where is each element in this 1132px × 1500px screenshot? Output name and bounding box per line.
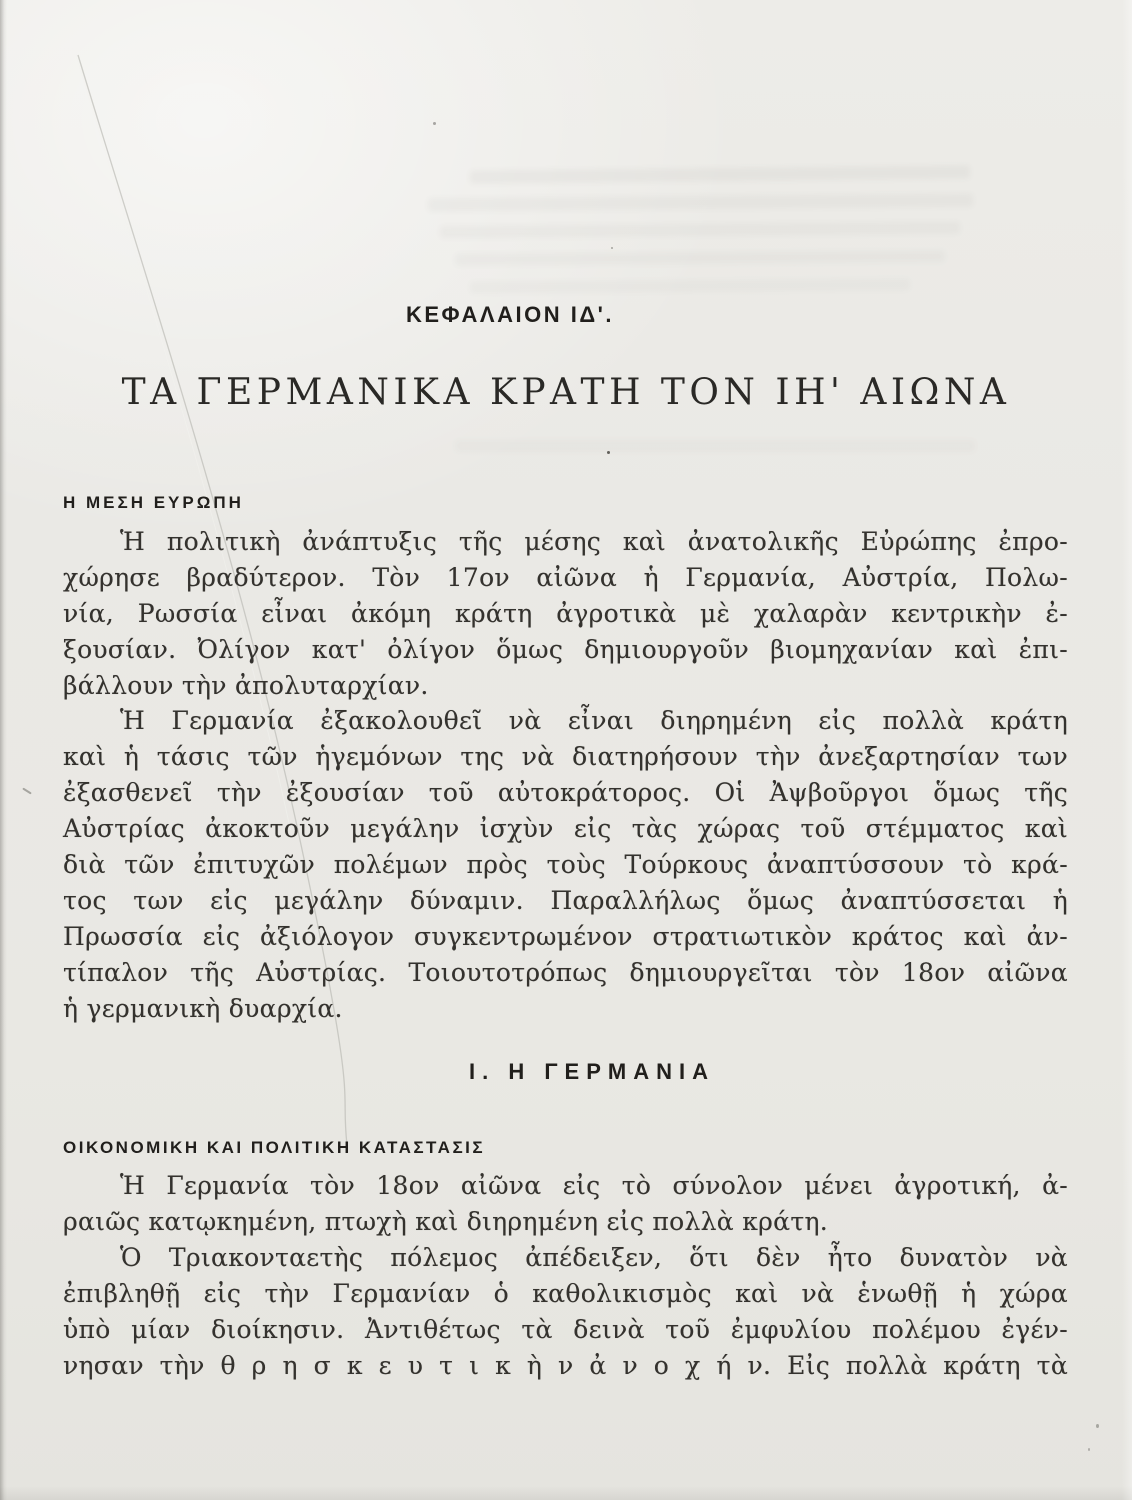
text-line: διὰ τῶν ἐπιτυχῶν πολέμων πρὸς τοὺς Τούρκους ἀναπτύσσουν τὸ κρά- xyxy=(63,850,1068,879)
text-line: ραιῶς κατῳκημένη, πτωχὴ καὶ διηρημένη εἰς πολλὰ κράτη. xyxy=(63,1207,828,1236)
section-heading-mese-europe: Η ΜΕΣΗ ΕΥΡΩΠΗ xyxy=(63,493,244,512)
separator-dot xyxy=(607,451,610,454)
paper-speck xyxy=(611,247,613,249)
text-line: νία, Ρωσσία εἶναι ἀκόμη κράτη ἀγροτικὰ μὲ χαλαρὰν κεντρικὴν ἐ- xyxy=(63,599,1068,628)
paper-speck xyxy=(1096,1424,1099,1428)
text-line: ὑπὸ μίαν διοίκησιν. Ἀντιθέτως τὰ δεινὰ τοῦ ἐμφυλίου πολέμου ἐγέν- xyxy=(63,1315,1068,1344)
bleedthrough-artifact xyxy=(455,440,975,452)
text-line: Αὐστρίας ἀκοκτοῦν μεγάλην ἰσχὺν εἰς τὰς χώρας τοῦ στέμματος καὶ xyxy=(63,814,1068,843)
text-line: ξουσίαν. Ὀλίγον κατ' ὀλίγον ὅμως δημιουργοῦν βιομηχανίαν καὶ ἐπι- xyxy=(63,635,1068,664)
page-title: ΤΑ ΓΕΡΜΑΝΙΚΑ ΚΡΑΤΗ ΤΟΝ ΙΗ' ΑΙΩΝΑ xyxy=(121,372,1011,413)
text-line: Ἡ Γερμανία τὸν 18ον αἰῶνα εἰς τὸ σύνολον μένει ἀγροτική, ἀ- xyxy=(120,1171,1068,1200)
chapter-heading: ΚΕΦΑΛΑΙΟΝ ΙΔ'. xyxy=(406,302,614,327)
text-line: Ὁ Τριακονταετὴς πόλεμος ἀπέδειξεν, ὅτι δὲν ἦτο δυνατὸν νὰ xyxy=(120,1243,1068,1272)
bleedthrough-artifact xyxy=(428,194,973,212)
bleedthrough-artifact xyxy=(440,222,960,239)
paragraph-mese-europe-1 xyxy=(63,524,1068,704)
paragraph-germania-1 xyxy=(63,1168,1068,1240)
text-line: τίπαλον τῆς Αὐστρίας. Τοιουτοτρόπως δημιουργεῖται τὸν 18ον αἰῶνα xyxy=(63,958,1068,987)
bleedthrough-artifact xyxy=(470,278,910,293)
text-line: νησαν τὴν θ ρ η σ κ ε υ τ ι κ ὴ ν ἀ ν ο χ ή ν. Εἰς πολλὰ κράτη τὰ xyxy=(63,1351,1068,1380)
text-line: τος των εἰς μεγάλην δύναμιν. Παραλλήλως ὅμως ἀναπτύσσεται ἡ xyxy=(63,886,1068,915)
text-line: Πρωσσία εἰς ἀξιόλογον συγκεντρωμένον στρατιωτικὸν κράτος καὶ ἀν- xyxy=(63,922,1068,951)
text-line: βάλλουν τὴν ἀπολυταρχίαν. xyxy=(63,671,429,700)
text-line: ἐξασθενεῖ τὴν ἐξουσίαν τοῦ αὐτοκράτορος. Οἱ Ἀψβοῦργοι ὅμως τῆς xyxy=(63,778,1068,807)
paper-speck xyxy=(1088,1448,1090,1451)
page-edge-highlight-right xyxy=(1122,0,1132,1500)
page-edge-shadow-left xyxy=(0,0,7,1500)
page-edge-shadow-bottom xyxy=(0,1486,1132,1500)
text-line: Ἡ Γερμανία ἐξακολουθεῖ νὰ εἶναι διηρημένη εἰς πολλὰ κράτη xyxy=(120,706,1068,735)
text-line: Ἡ πολιτικὴ ἀνάπτυξις τῆς μέσης καὶ ἀνατολικῆς Εὐρώπης ἐπρο- xyxy=(120,527,1068,556)
text-line: χώρησε βραδύτερον. Τὸν 17ον αἰῶνα ἡ Γερμανία, Αὐστρία, Πολω- xyxy=(63,563,1068,592)
paper-speck xyxy=(433,122,436,125)
bleedthrough-artifact xyxy=(470,165,970,183)
text-line: ἐπιβληθῇ εἰς τὴν Γερμανίαν ὁ καθολικισμὸς καὶ νὰ ἑνωθῇ ἡ χώρα xyxy=(63,1279,1068,1308)
subsection-heading-germania: Ι. Η ΓΕΡΜΑΝΙΑ xyxy=(468,1059,715,1084)
bleedthrough-artifact xyxy=(455,250,945,265)
text-line: καὶ ἡ τάσις τῶν ἡγεμόνων της νὰ διατηρήσουν τὴν ἀνεξαρτησίαν των xyxy=(63,742,1068,771)
paragraph-mese-europe-2 xyxy=(63,703,1068,1027)
text-line: ἡ γερμανικὴ δυαρχία. xyxy=(63,994,343,1023)
section-heading-oikonomiki-politiki-katastasis: ΟΙΚΟΝΟΜΙΚΗ ΚΑΙ ΠΟΛΙΤΙΚΗ ΚΑΤΑΣΤΑΣΙΣ xyxy=(63,1138,486,1157)
paragraph-germania-2 xyxy=(63,1240,1068,1384)
margin-mark-artifact xyxy=(22,788,32,795)
